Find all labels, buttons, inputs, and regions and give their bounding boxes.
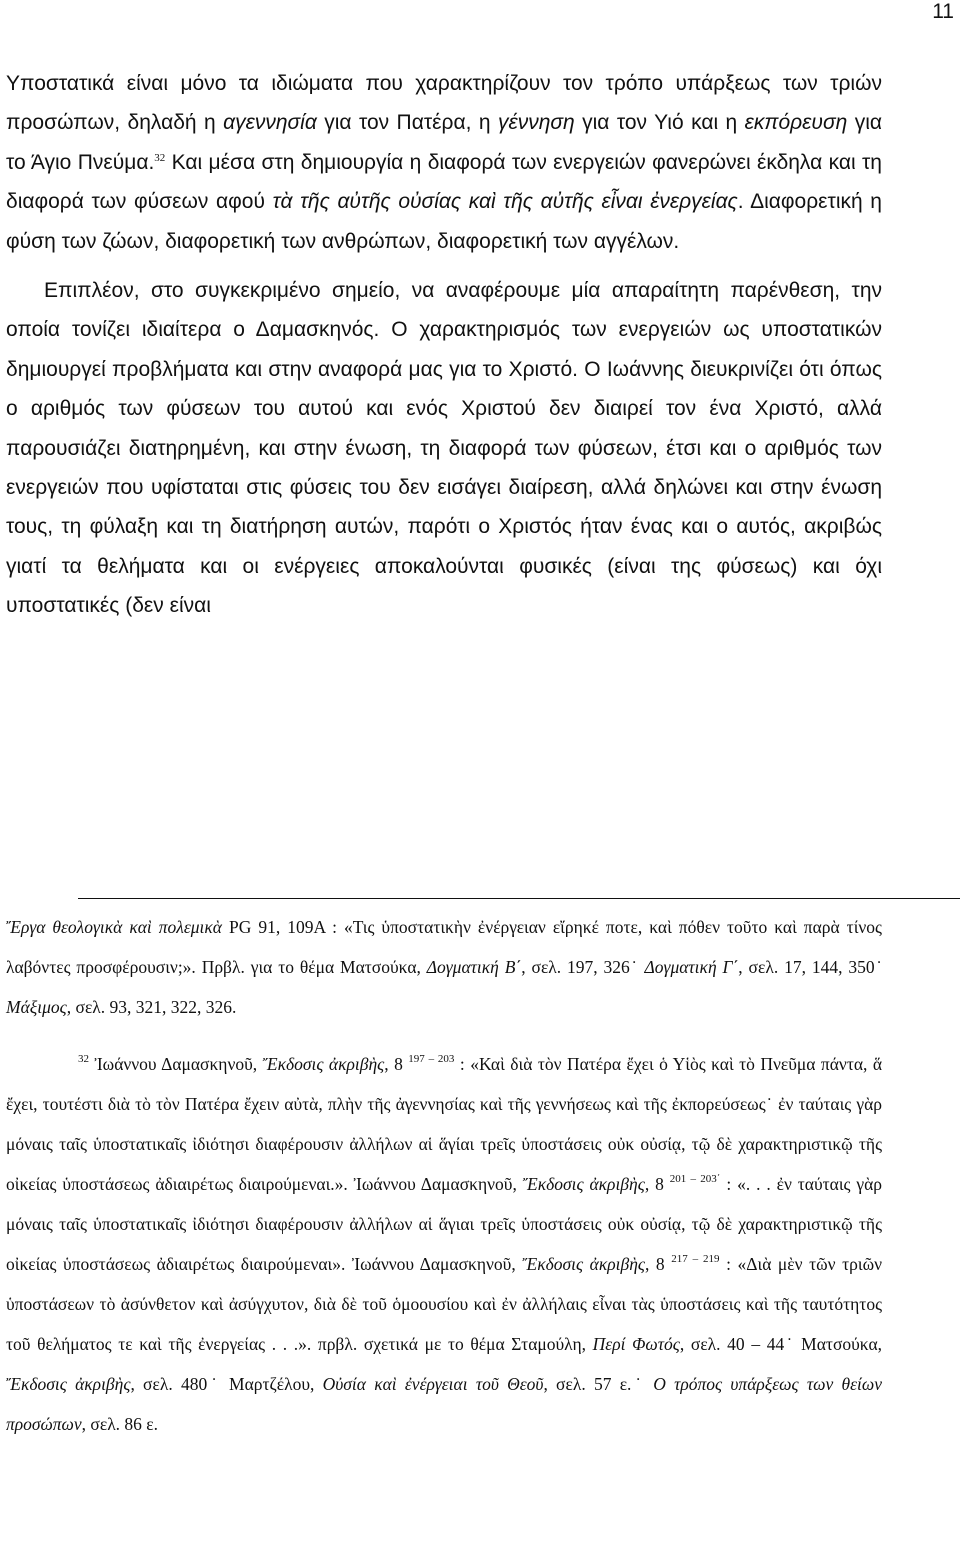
italic-title: Οὐσία καὶ ἐνέργειαι τοῦ Θεοῦ <box>322 1374 544 1394</box>
italic-title: Δογματική Γ΄ <box>644 957 739 977</box>
italic-title: Περί Φωτός <box>592 1334 680 1354</box>
text-run: Και μέσα στη δημιουργία η διαφορά των ενεργειών φανερώνει έκδηλα και τη διαφορά των φύσεων αφού <box>6 150 882 214</box>
text-run: , σελ. 480˙ Μαρτζέλου, <box>130 1374 323 1394</box>
text-run: , σελ. 17, 144, 350˙ <box>738 957 882 977</box>
text-run: : «. . . ἐν ταύταις γὰρ μόναις ταῖς ὑποστατικαῖς ἰδιότησι διαφέρουσιν ἀλλήλων αἱ ἅγιαι τρεῖς ὑποστάσεις οὐκ οὐσίᾳ, τῷ δὲ χαρακτηριστικῷ τῆς οἰκείας ὑποστάσεως ἀδιαιρέτως διαιρούμεναι». Ἰωάννου Δαμασκηνοῦ, <box>6 1174 882 1274</box>
italic-term: αγεννησία <box>223 111 317 135</box>
text-run: για το Άγιο Πνεύμα. <box>6 111 883 174</box>
italic-title: Ο τρόπος υπάρξεως των θείων προσώπων <box>6 1374 882 1434</box>
line-reference: 201 – 203΄ <box>669 1173 721 1185</box>
italic-term: εκπόρευση <box>744 111 848 135</box>
text-run: : «Καὶ διὰ τὸν Πατέρα ἔχει ὁ Υἱὸς καὶ τὸ Πνεῦμα πάντα, ἅ ἔχει, τουτέστι διὰ τὸ τὸν Πατέρα ἔχειν αὐτὰ, πλὴν τῆς ἀγεννησίας καὶ τῆς γεννήσεως καὶ τῆς ἐκπορεύσεως˙ ἐν ταύταις γὰρ μόναις ταῖς ὑποστατικαῖς ἰδιότησι διαφέρουσιν ἀλλήλων αἱ ἅγίαι τρεῖς ὑποστάσεις οὐκ οὐσίᾳ, τῷ δὲ χαρακτηριστικῷ τῆς οἰκείας ὑποστάσεως ἀδιαιρέτως διαιρούμεναι.». Ἰωάννου Δαμασκηνοῦ, <box>6 1054 883 1194</box>
footnote-32 <box>6 1044 882 1444</box>
text-run: , σελ. 40 – 44˙ Ματσούκα, <box>679 1334 882 1354</box>
text-run: , 8 <box>384 1054 409 1074</box>
italic-title: Ἔργα θεολογικὰ καὶ πολεμικὰ <box>6 917 222 937</box>
text-run: για τον Υιό και η <box>574 111 745 135</box>
footnote-ref-32[interactable]: 32 <box>154 151 166 164</box>
text-run: , 8 <box>644 1254 672 1274</box>
text-run: Υποστατικά είναι μόνο τα ιδιώματα που χαρακτηρίζουν τον τρόπο υπάρξεως των τριών προσώπων, δηλαδή η <box>6 72 882 135</box>
text-run: για τον Πατέρα, η <box>316 111 498 135</box>
text-run: , σελ. 86 ε. <box>81 1414 159 1434</box>
footnote-number: 32 <box>78 1053 89 1065</box>
footnotes <box>6 907 882 1444</box>
main-text <box>6 64 882 626</box>
footnote-separator <box>78 898 960 899</box>
line-reference: 197 – 203 <box>408 1053 455 1065</box>
italic-title: Μάξιμος <box>6 997 67 1017</box>
italic-title: Ἔκδοσις ἀκριβὴς <box>522 1254 645 1274</box>
italic-term: γέννηση <box>497 111 575 135</box>
paragraph-1 <box>6 64 882 261</box>
text-run: : «Διὰ μὲν τῶν τριῶν ὑποστάσεων τὸ ἀσύνθετον καὶ ἀσύγχυτον, διὰ δὲ τοῦ ὁμοουσίου καὶ ἐν ἀλλήλαις εἶναι τὰς ὑποστάσεις καὶ τῆς ταυτότητος τοῦ θελήματος τε καὶ τῆς ἐνεργείας . . .». πρβλ. σχετικά με το θέμα Σταμούλη, <box>6 1254 883 1354</box>
italic-title: Ἔκδοσις ἀκριβὴς <box>522 1174 645 1194</box>
italic-title: Δογματική Β΄ <box>426 957 522 977</box>
text-run: PG 91, 109A : «Τις ὑποστατικὴν ἐνέργειαν εἴρηκέ ποτε, καὶ πόθεν τοῦτο καὶ παρὰ τίνος λαβόντες προσφέρουσιν;». Πρβλ. για το θέμα Ματσούκα, <box>6 917 882 977</box>
paragraph-2: Επιπλέον, στο συγκεκριμένο σημείο, να αναφέρουμε μία απαραίτητη παρένθεση, την οποία τονίζει ιδιαίτερα ο Δαμασκηνός. Ο χαρακτηρισμός των ενεργειών ως υποστατικών δημιουργεί προβλήματα και στην αναφορά μας για το Χριστό. Ο Ιωάννης διευκρινίζει ότι όπως ο αριθμός των φύσεων του αυτού και ενός Χριστού δεν διαιρεί τον ένα Χριστό, αλλά παρουσιάζει διατηρημένη, και στην ένωση, τη διαφορά των φύσεων, έτσι και ο αριθμός των ενεργειών που υφίσταται στις φύσεις του δεν εισάγει διαίρεση, αλλά δηλώνει και στην ένωση τους, τη φύλαξη και τη διατήρηση αυτών, παρότι ο Χριστός ήταν ένας και ο αυτός, ακριβώς γιατί τα θελήματα και οι ενέργειες αποκαλούνται φυσικές (είναι της φύσεως) και όχι υποστατικές (δεν είναι <box>6 279 882 618</box>
footnote-31 <box>6 907 882 1027</box>
italic-title: Ἔκδοσις ἀκριβὴς <box>262 1054 385 1074</box>
text-run: , σελ. 197, 326˙ <box>521 957 645 977</box>
line-reference: 217 – 219 <box>671 1253 720 1265</box>
italic-quote: τὰ τῆς αὐτῆς οὐσίας καὶ τῆς αὐτῆς εἶναι ἐνεργείας <box>272 190 738 214</box>
italic-title: Ἔκδοσις ἀκριβὴς <box>6 1374 131 1394</box>
text-run: . Διαφορετική η φύση των ζώων, διαφορετική των ανθρώπων, διαφορετική των αγγέλων. <box>6 190 882 253</box>
text-run: , σελ. 93, 321, 322, 326. <box>66 997 237 1017</box>
text-run: , σελ. 57 ε.˙ <box>543 1374 654 1394</box>
text-run: , 8 <box>644 1174 670 1194</box>
page-number: 11 <box>932 0 954 23</box>
text-run: Ἰωάννου Δαμασκηνοῦ, <box>89 1054 263 1074</box>
